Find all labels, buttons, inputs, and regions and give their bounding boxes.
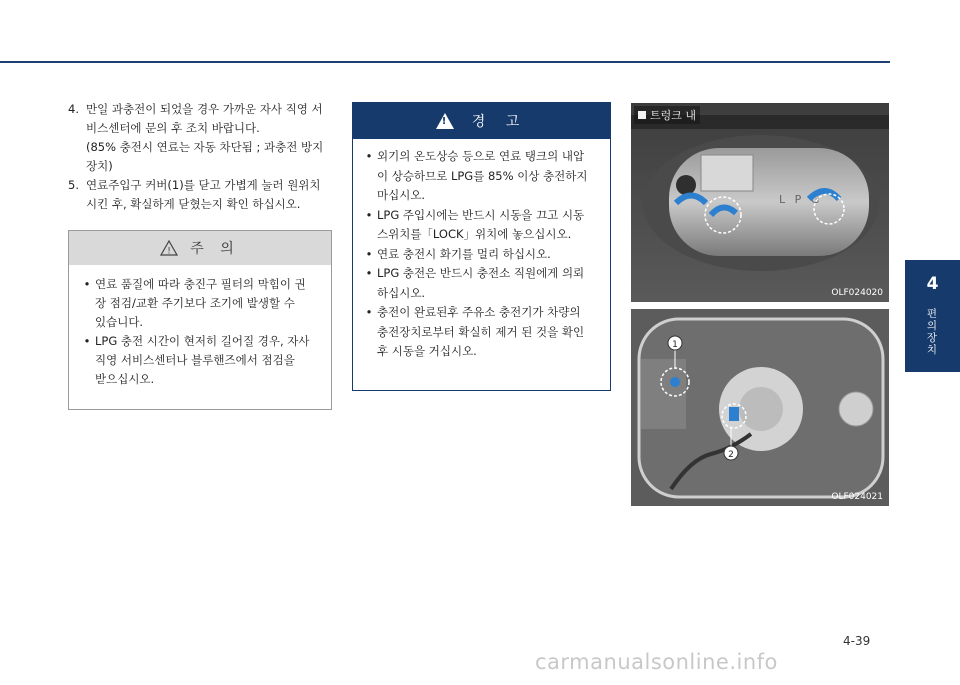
- svg-text:!: !: [167, 246, 172, 256]
- warning-box: [352, 102, 611, 391]
- step-item: [68, 176, 330, 214]
- list-item: • 충전이 완료된후 주유소 충전기가 차량의 충전장치로부터 확실히 제거 된 것을 확인 후 시동을 거십시오.: [365, 305, 585, 358]
- warning-body: [353, 139, 610, 362]
- svg-text:L P G: L P G: [779, 193, 823, 206]
- warning-header: [353, 103, 610, 139]
- caution-title: 주 의: [190, 241, 240, 257]
- procedure-steps: [68, 100, 330, 214]
- list-item: • 연료 충전시 화기를 멀리 하십시오.: [365, 246, 551, 261]
- photo-caption: 트렁크 내: [634, 106, 700, 124]
- trunk-photo: [631, 103, 889, 302]
- step-item: [68, 100, 330, 176]
- callout-1: 1: [672, 340, 678, 350]
- photo-code: OLF024021: [831, 492, 883, 502]
- header-rule: [0, 61, 890, 63]
- step-text: 만일 과충전이 되었을 경우 가까운 자사 직영 서 비스센터에 문의 후 조치 바랍니다. (85% 충전시 연료는 자동 차단됨 ; 과충전 방지 장치): [86, 102, 324, 173]
- page-number: 4-39: [843, 634, 871, 648]
- list-item: • LPG 충전 시간이 현저히 길어질 경우, 자사 직영 서비스센터나 블루핸즈에서 점검을 받으십시오.: [83, 334, 310, 386]
- list-item: • LPG 충전은 반드시 충전소 직원에게 의뢰 하십시오.: [365, 266, 585, 300]
- warning-title: 경 고: [471, 114, 528, 130]
- caution-header: [69, 231, 331, 265]
- callout-2: 2: [728, 450, 734, 460]
- chapter-number: 4: [926, 274, 939, 294]
- filler-photo: [631, 309, 889, 506]
- caution-body: [69, 265, 331, 389]
- list-item: • 연료 품질에 따라 충진구 필터의 막힘이 권 장 점검/교환 주기보다 조기에 발생할 수 있습니다.: [83, 277, 306, 329]
- square-icon: [638, 111, 646, 119]
- list-item: • LPG 주입시에는 반드시 시동을 끄고 시동 스위치를「LOCK」위치에 놓으십시오.: [365, 207, 585, 241]
- warning-triangle-icon: !: [436, 113, 454, 129]
- step-number: 5.: [68, 178, 79, 192]
- caution-triangle-icon: [160, 240, 178, 256]
- list-item: • 외기의 온도상승 등으로 연료 탱크의 내압 이 상승하므로 LPG를 85% 이상 충전하지 마십시오.: [365, 149, 588, 202]
- lpg-tank-illustration: [631, 103, 889, 302]
- watermark: carmanualsonline.info: [535, 650, 778, 674]
- chapter-label: 편의 장치: [926, 308, 938, 356]
- step-text: 연료주입구 커버(1)를 닫고 가볍게 눌러 원위치 시킨 후, 확실하게 닫혔는지 확인 하십시오.: [86, 178, 321, 211]
- caution-box: [68, 230, 332, 410]
- lpg-filler-illustration: [631, 309, 889, 506]
- photo-code: OLF024020: [831, 288, 883, 298]
- step-number: 4.: [68, 102, 79, 116]
- chapter-tab[interactable]: [905, 260, 960, 372]
